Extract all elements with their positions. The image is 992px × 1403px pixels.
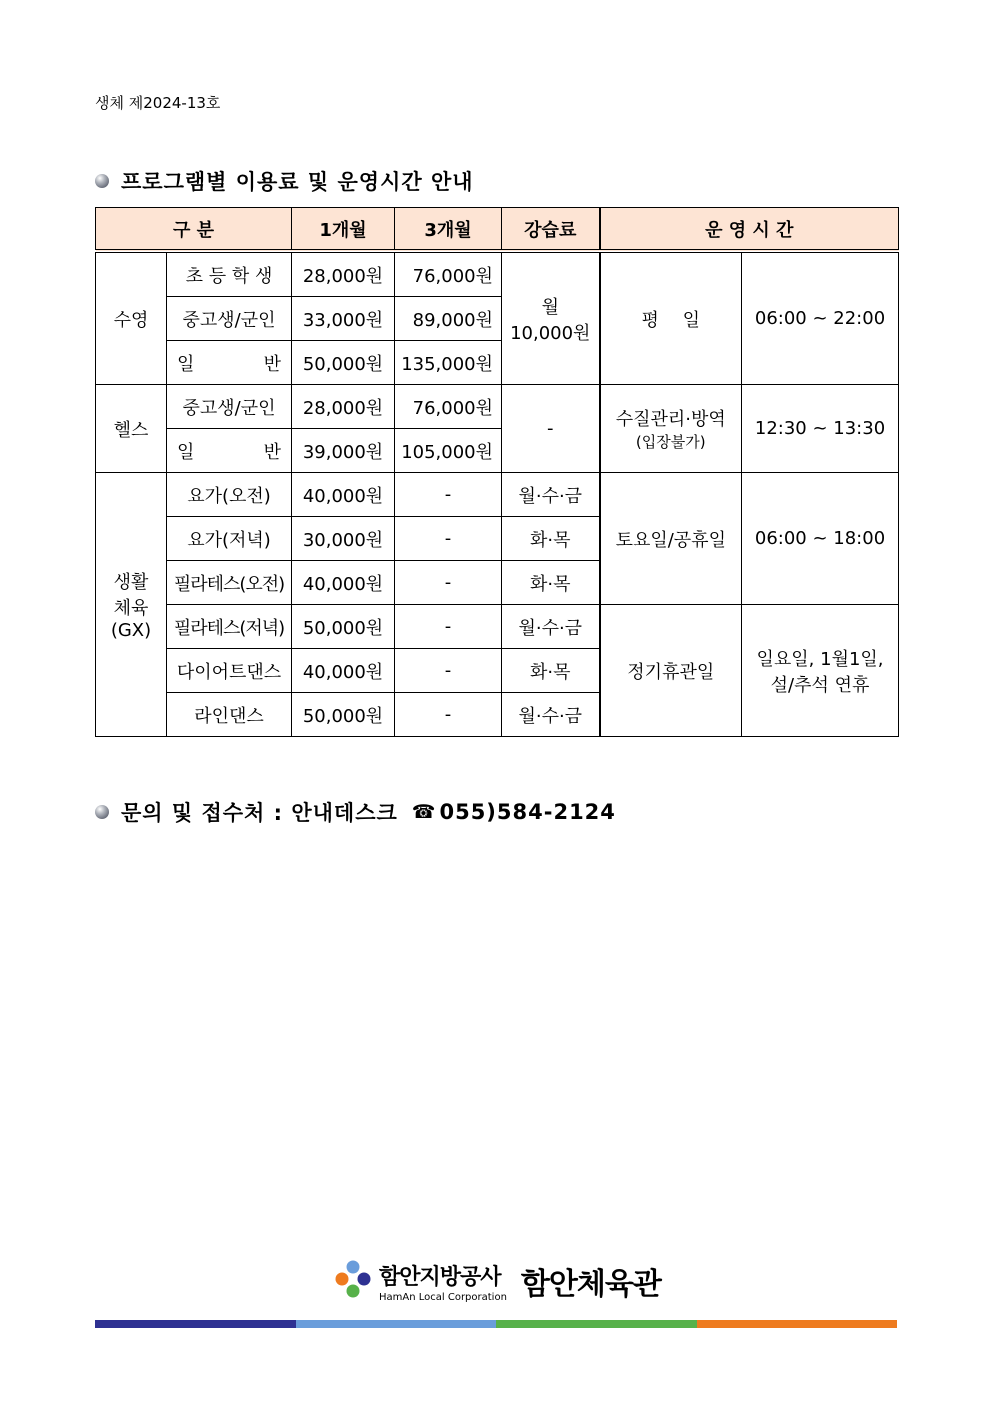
- section-title-contact: [95, 797, 616, 827]
- price-1month: 28,000원: [292, 251, 395, 297]
- row-label: 중고생/군인: [167, 297, 292, 341]
- program-gx: [96, 473, 167, 737]
- contact-text: 문의 및 접수처 : 안내데스크: [121, 801, 398, 825]
- bullet-icon: [95, 805, 109, 819]
- gx-name-line2: 체육: [113, 598, 149, 619]
- price-3month: -: [395, 473, 502, 517]
- lesson-fee-line1: 월: [541, 296, 559, 318]
- program-swim: 수영: [96, 251, 167, 385]
- header-3month: 3개월: [395, 208, 502, 252]
- price-3month: 76,000원: [395, 385, 502, 429]
- row-label: 필라테스(저녁): [167, 605, 292, 649]
- price-3month: -: [395, 693, 502, 737]
- row-label: 라인댄스: [167, 693, 292, 737]
- maintenance-label: 수질관리·방역: [615, 409, 726, 430]
- price-1month: 40,000원: [292, 473, 395, 517]
- footer-color-bar: [95, 1320, 897, 1328]
- lesson-days: 월·수·금: [502, 605, 600, 649]
- day-weekday: 평 일: [600, 251, 742, 385]
- color-bar-segment: [496, 1320, 697, 1328]
- price-1month: 50,000원: [292, 693, 395, 737]
- price-1month: 39,000원: [292, 429, 395, 473]
- lesson-fee-swim: [502, 251, 600, 385]
- day-closed: 정기휴관일: [600, 605, 742, 737]
- table-row: [96, 473, 899, 517]
- price-3month: 76,000원: [395, 251, 502, 297]
- maintenance-note: (입장불가): [635, 433, 706, 451]
- corporation-logo-icon: [333, 1258, 373, 1304]
- price-3month: 135,000원: [395, 341, 502, 385]
- time-maintenance: 12:30 ~ 13:30: [742, 385, 899, 473]
- lesson-days: 화·목: [502, 649, 600, 693]
- day-weekend: 토요일/공휴일: [600, 473, 742, 605]
- price-3month: 89,000원: [395, 297, 502, 341]
- price-1month: 40,000원: [292, 561, 395, 605]
- time-weekday: 06:00 ~ 22:00: [742, 251, 899, 385]
- lesson-days: 월·수·금: [502, 693, 600, 737]
- price-1month: 50,000원: [292, 341, 395, 385]
- section-title-text: 프로그램별 이용료 및 운영시간 안내: [121, 170, 474, 194]
- price-1month: 30,000원: [292, 517, 395, 561]
- logo-name-korean: 함안지방공사: [379, 1264, 501, 1290]
- table-row: [96, 385, 899, 429]
- facility-name: 함안체육관: [520, 1267, 661, 1302]
- color-bar-segment: [95, 1320, 296, 1328]
- price-1month: 33,000원: [292, 297, 395, 341]
- price-3month: -: [395, 649, 502, 693]
- gx-name-line1: 생활: [113, 572, 149, 593]
- row-label: 필라테스(오전): [167, 561, 292, 605]
- table-row: [96, 251, 899, 297]
- row-label: 일 반: [167, 429, 292, 473]
- row-label: 다이어트댄스: [167, 649, 292, 693]
- logo-name-english: HamAn Local Corporation: [379, 1291, 507, 1303]
- price-3month: -: [395, 517, 502, 561]
- header-lesson-fee: 강습료: [502, 208, 600, 252]
- color-bar-segment: [697, 1320, 898, 1328]
- table-row: [96, 605, 899, 649]
- phone-number: 055)584-2124: [439, 800, 616, 824]
- lesson-fee-health: -: [502, 385, 600, 473]
- day-maintenance: [600, 385, 742, 473]
- table-header-row: [96, 208, 899, 252]
- row-label: 일 반: [167, 341, 292, 385]
- price-1month: 50,000원: [292, 605, 395, 649]
- price-3month: -: [395, 605, 502, 649]
- header-hours: 운 영 시 간: [600, 208, 899, 252]
- lesson-fee-line2: 10,000원: [510, 322, 591, 344]
- closed-line2: 설/추석 연휴: [770, 674, 870, 696]
- document-number: 생체 제2024-13호: [95, 94, 221, 112]
- phone-icon: ☎: [411, 801, 437, 823]
- header-category: 구 분: [96, 208, 292, 252]
- lesson-days: 화·목: [502, 517, 600, 561]
- row-label: 중고생/군인: [167, 385, 292, 429]
- lesson-days: 월·수·금: [502, 473, 600, 517]
- gx-name-line3: (GX): [110, 620, 152, 641]
- lesson-days: 화·목: [502, 561, 600, 605]
- row-label: 요가(저녁): [167, 517, 292, 561]
- row-label: 초 등 학 생: [167, 251, 292, 297]
- fee-table: [95, 207, 899, 737]
- time-weekend: 06:00 ~ 18:00: [742, 473, 899, 605]
- color-bar-segment: [296, 1320, 497, 1328]
- header-1month: 1개월: [292, 208, 395, 252]
- logo: [333, 1258, 661, 1304]
- time-closed: [742, 605, 899, 737]
- closed-line1: 일요일, 1월1일,: [756, 648, 884, 670]
- price-1month: 28,000원: [292, 385, 395, 429]
- price-3month: -: [395, 561, 502, 605]
- price-3month: 105,000원: [395, 429, 502, 473]
- row-label: 요가(오전): [167, 473, 292, 517]
- program-health: 헬스: [96, 385, 167, 473]
- section-title-fees: [95, 166, 474, 196]
- bullet-icon: [95, 174, 109, 188]
- price-1month: 40,000원: [292, 649, 395, 693]
